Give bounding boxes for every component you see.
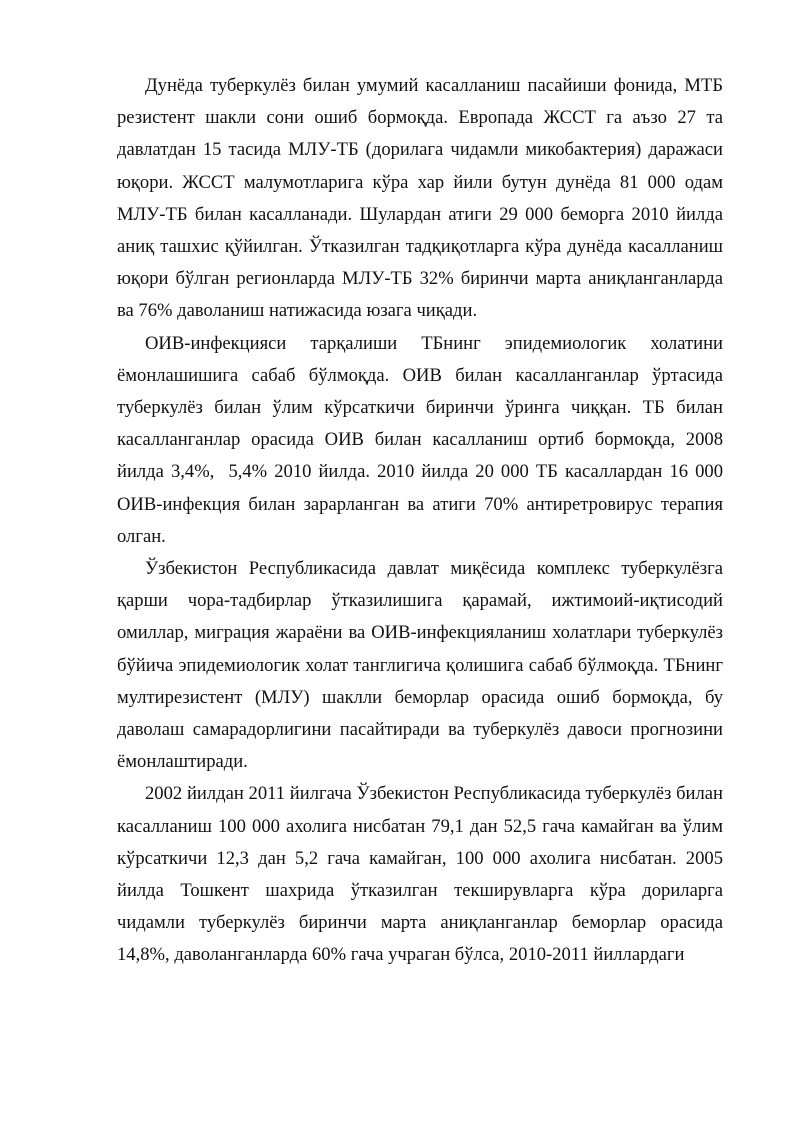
paragraph-uzbekistan-situation: Ўзбекистон Республикасида давлат миқёсида комплекс туберкулёзга қарши чора-тадбирлар ўтказилишига қарамай, ижтимоий-иқтисодий омиллар, миграция жараёни ва ОИВ-инфекцияланиш холатлари туберкулёз бўйича эпидемиологик холат танглигича қолишига сабаб бўлмоқда. ТБнинг мултирезистент (МЛУ) шаклли беморлар орасида ошиб бормоқда, бу даволаш самарадорлигини пасайтиради ва туберкулёз давоси прогнозини ёмонлаштиради. [117, 558, 728, 773]
paragraph-hiv-tb: ОИВ-инфекцияси тарқалиши ТБнинг эпидемиологик холатини ёмонлашишига сабаб бўлмоқда. ОИВ билан касалланганлар ўртасида туберкулёз билан ўлим кўрсаткичи биринчи ўринга чиққан. ТБ билан касалланганлар орасида ОИВ билан касалланиш ортиб бормоқда, 2008 йилда 3,4%, 5,4% 2010 йилда. 2010 йилда 20 000 ТБ касаллардан 16 000 ОИВ-инфекция билан зарарланган ва атиги 70% антиретровирус терапия олган. [117, 332, 728, 547]
paragraph-uzbekistan-statistics: 2002 йилдан 2011 йилгача Ўзбекистон Республикасида туберкулёз билан касалланиш 100 000 ахолига нисбатан 79,1 дан 52,5 гача камайган ва ўлим кўрсаткичи 12,3 дан 5,2 гача камайган, 100 000 ахолига нисбатан. 2005 йилда Тошкент шахрида ўтказилган текширувларга кўра дориларга чидамли туберкулёз биринчи марта аниқланганлар беморлар орасида 14,8%, даволанганларда 60% гача учраган бўлса, 2010-2011 йиллардаги [117, 783, 728, 966]
paragraph-mdr-tb-world: Дунёда туберкулёз билан умумий касалланиш пасайиши фонида, МТБ резистент шакли сони ошиб бормоқда. Европада ЖССТ га аъзо 27 та давлатдан 15 тасида МЛУ-ТБ (дорилага чидамли микобактерия) даражаси юқори. ЖССТ малумотларига кўра хар йили бутун дунёда 81 000 одам МЛУ-ТБ билан касалланади. Шулардан атиги 29 000 беморга 2010 йилда аниқ ташхис қўйилган. Ўтказилган тадқиқотларга кўра дунёда касалланиш юқори бўлган регионларда МЛУ-ТБ 32% биринчи марта аниқланганларда ва 76% даволаниш натижасида юзага чиқади. [117, 75, 728, 322]
document-body [117, 70, 728, 972]
